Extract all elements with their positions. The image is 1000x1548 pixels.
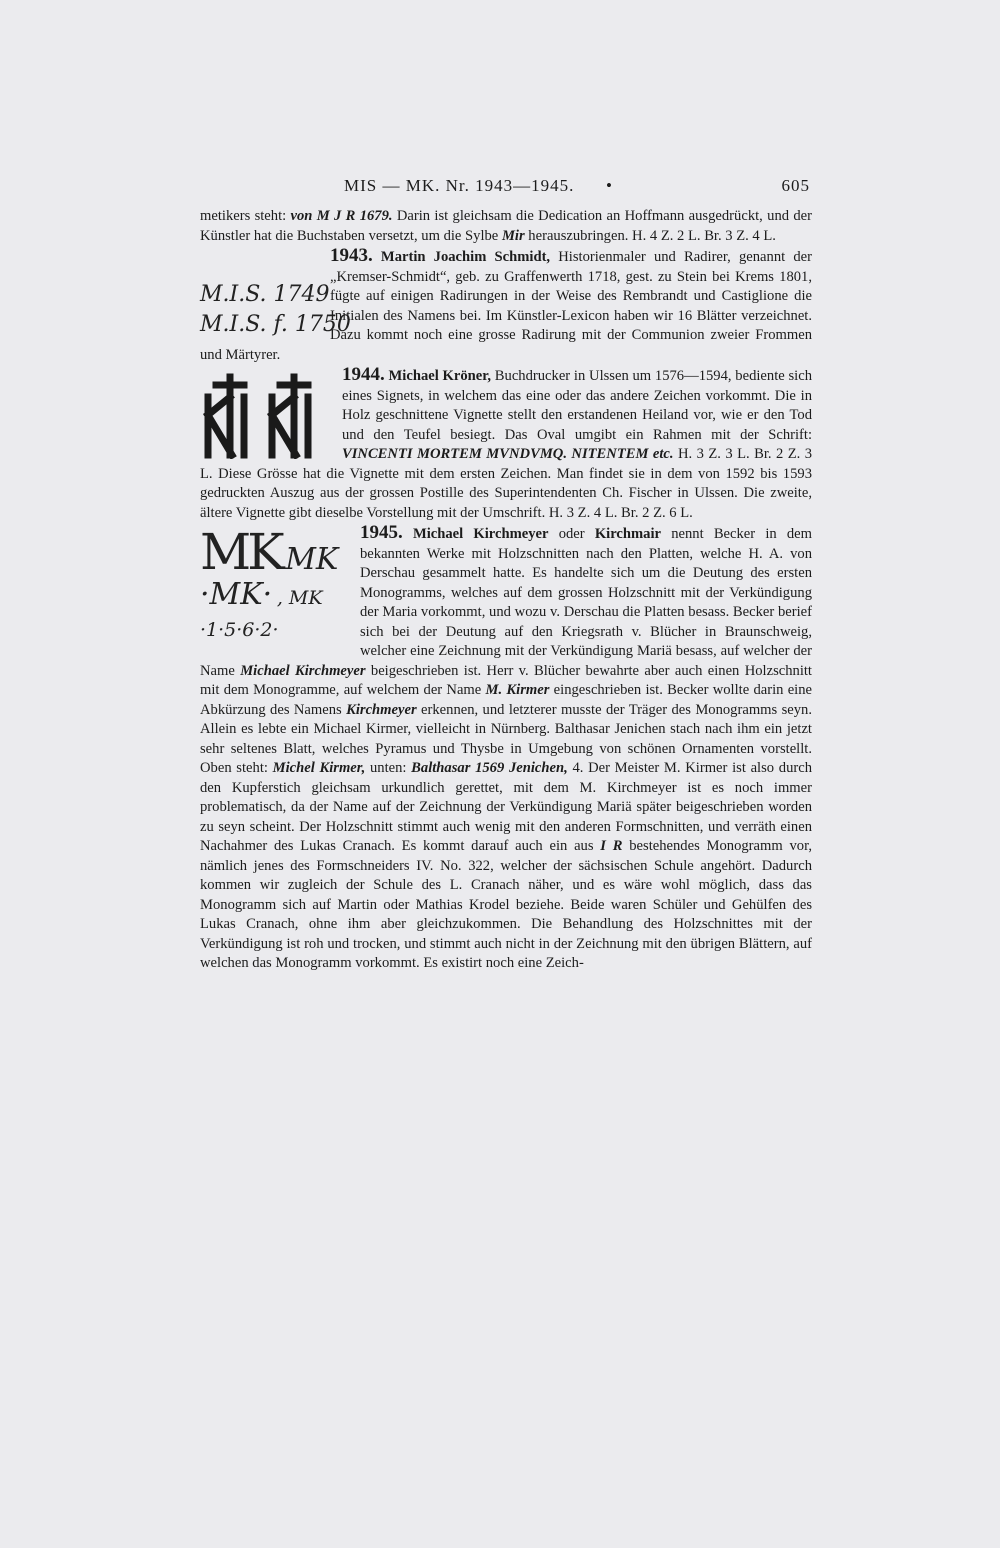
- body-text: [200, 207, 812, 974]
- intro-paragraph: [200, 207, 812, 246]
- printer-signet-icon: [200, 371, 330, 459]
- monogram-date: ·1·5·6·2·: [200, 619, 279, 641]
- intro-italic-2: Mir: [501, 227, 525, 244]
- entry-text-2: H. 3 Z. 3 L. Br. 2 Z. 3 L. Diese Grösse hat die Vignette mit dem ersten Zeichen. Man findet sie in dem von 1592 bis 1593 gedruckten Auszug aus der grossen Postille des Superintendenten Ch. Fischer in Ulssen. Die zweite, ältere Vignette gibt dieselbe Vorstellung mit der Umschrift. H. 3 Z. 4 L. Br. 2 Z. 6 L.: [200, 446, 812, 521]
- entry-number: 1944.: [342, 364, 385, 385]
- header-mark: •: [606, 176, 613, 195]
- entry-1943: [200, 246, 812, 365]
- entry-text-1: Buchdrucker in Ulssen um 1576—1594, bediente sich eines Signets, in welchem das eine oder das andere Zeichen vorkommt. Die in Holz geschnittene Vignette stellt den erstandenen Heiland vor, wie er den Tod und den Teufel besiegt. Das Oval umgibt ein Rahmen mit der Schrift:: [342, 368, 812, 443]
- entry-name: Michael Kirchmeyer: [412, 526, 549, 542]
- entry-text-3: beigeschrieben ist. Herr v. Blücher bewahrte aber auch einen Holzschnitt mit dem Monogramme, auf welchem der Name: [200, 662, 812, 698]
- entry-number: 1943.: [330, 245, 373, 266]
- entry-text-1: oder: [548, 526, 595, 542]
- italic-name-2: M. Kirmer: [485, 682, 550, 698]
- monogram-tiny: , MK: [276, 587, 323, 609]
- entry-text-2: nennt Becker in dem bekannten Werke mit Holzschnitten nach den Platten, welche H. A. von Derschau gesammelt hatte. Es handelte sich um die Deutung des ersten Monogramms, welches auf dem grossen Holzschnitt mit der Verkündigung der Maria vorkommt, und wozu v. Derschau die Platten besass. Becker berief sich bei der Deutung auf den Kriegsrath v. Blücher in Braunschweig, welcher eine Zeichnung mit der Verkündigung Mariä besass, auf welcher der Name: [200, 526, 812, 679]
- entry-text-7: 4. Der Meister M. Kirmer ist also durch den Kupferstich gleichsam urkundlich gerettet, mit dem M. Kirchmeyer ist es noch immer problematisch, da der Name auf der Zeichnung der Verkündigung Mariä später beigeschrieben worden zu seyn scheint. Der Holzschnitt stimmt auch wenig mit den anderen Formschnitten, und verräth einen Nachahmer des Lukas Cranach. Es kommt darauf auch ein aus: [200, 760, 812, 854]
- intro-text-1: metikers steht:: [200, 208, 291, 224]
- monogram-large: MK: [200, 523, 281, 581]
- entry-name: Michael Kröner,: [388, 368, 492, 384]
- entry-name-2: Kirchmair: [594, 526, 662, 542]
- italic-name-3: Kirchmeyer: [346, 701, 417, 718]
- entry-text: Historienmaler und Radirer, genannt der „Kremser-Schmidt“, geb. zu Graffenwerth 1718, gest. zu Stein bei Krems 1801, fügte auf einigen Radirungen in der Weise des Rembrandt und Castiglione die Initialen des Namens bei. Im Künstler-Lexicon haben wir 16 Blätter verzeichnet. Dazu kommt noch eine grosse Radirung mit der Communion zweier Frommen und Märtyrer.: [200, 249, 812, 363]
- entry-1945: [200, 523, 812, 974]
- entry-text-4: eingeschrieben ist. Becker wollte darin eine Abkürzung des Namens: [200, 682, 813, 718]
- monogram-cursive: MK: [285, 542, 339, 577]
- monogram-1944: [200, 369, 332, 461]
- entry-text-5: erkennen, und letzterer musste der Träger des Monogramms seyn. Allein es lebte ein Michael Kirmer, vielleicht in Nürnberg. Balthasar Jenichen stach nach ihm ein jetzt sehr seltenes Blatt, welches Pyramus und Thysbe in Umgebung von schönen Ornamenten vorstellt. Oben steht:: [200, 701, 812, 776]
- entry-text-6: unten:: [365, 760, 412, 776]
- monogram-1945: [200, 523, 350, 645]
- inscription: VINCENTI MORTEM MVNDVMQ. NITENTEM etc.: [342, 446, 674, 462]
- running-title: MIS — MK. Nr. 1943—1945.: [344, 176, 575, 195]
- intro-italic-1: von M J R 1679.: [290, 208, 393, 224]
- entry-number: 1945.: [360, 522, 403, 543]
- running-header: [200, 176, 810, 198]
- italic-name-5: Balthasar 1569 Jenichen,: [411, 760, 568, 776]
- page-number: 605: [781, 176, 810, 195]
- monogram-line-2: M.I.S. f. 1750: [200, 312, 351, 337]
- italic-name-4: Michel Kirmer,: [272, 760, 366, 776]
- entry-name: Martin Joachim Schmidt,: [380, 249, 551, 265]
- entry-text-8: bestehendes Monogramm vor, nämlich jenes des Formschneiders IV. No. 322, welcher der sächsischen Schule angehört. Dadurch kommen wir zugleich der Schule des L. Cranach näher, und es wäre wohl möglich, dass das Monogramm sich auf Martin oder Mathias Krodel beziehe. Beide waren Schüler und Gehülfen des Lukas Cranach, ohne ihm aber gleichzukommen. Die Behandlung des Holzschnittes mit der Verkündigung ist roh und trocken, und stimmt auch nicht in der Zeichnung mit den übrigen Blättern, auf welchen das Monogramm vorkommt. Es existirt noch eine Zeich-: [200, 838, 812, 971]
- monogram-1943: [200, 250, 351, 340]
- intro-text-2: Darin ist gleichsam die Dedication an Hoffmann ausgedrückt, und der Künstler hat die Buchstaben versetzt, um die Sylbe: [200, 208, 812, 244]
- italic-name-6: I R: [600, 838, 623, 854]
- entry-1944: [200, 365, 812, 523]
- intro-text-3: herauszubringen. H. 4 Z. 2 L. Br. 3 Z. 4 L.: [524, 227, 776, 244]
- italic-name-1: Michael Kirchmeyer: [240, 662, 366, 679]
- monogram-line-1: M.I.S. 1749: [200, 282, 330, 307]
- monogram-small: ·MK·: [200, 577, 273, 612]
